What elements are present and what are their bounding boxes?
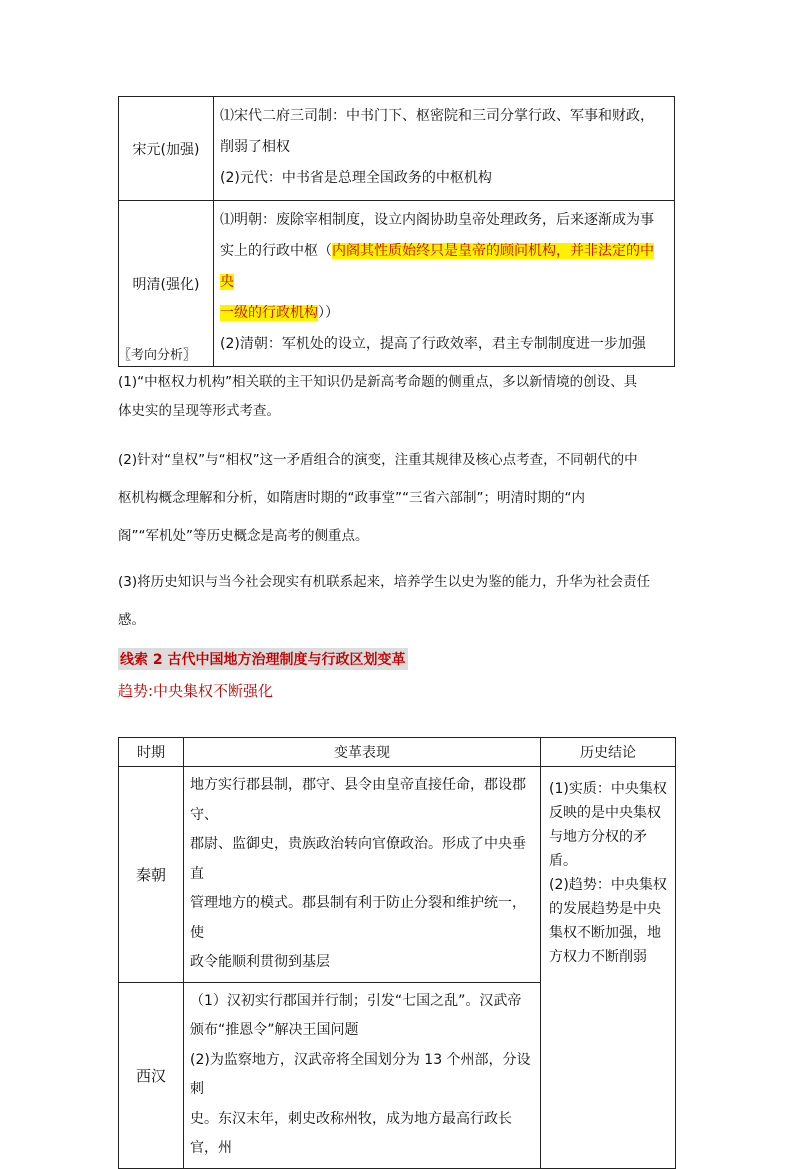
text-line: (2)元代：中书省是总理全国政务的中枢机构 <box>220 170 492 186</box>
text-line: 体史实的呈现等形式考查。 <box>118 403 280 419</box>
table-row <box>119 97 675 201</box>
paragraph <box>118 441 678 555</box>
content-cell <box>184 982 541 1168</box>
thread-heading: 线索 2 古代中国地方治理制度与行政区划变革 <box>118 648 408 670</box>
text-line: (1)实质：中央集权 <box>549 781 667 797</box>
text-span: 实上的行政中枢（ <box>220 243 332 259</box>
conclusion-cell <box>541 767 676 1169</box>
text-line: (2)针对“皇权”与“相权”这一矛盾组合的演变，注重其规律及核心点考查，不同朝代的中 <box>118 452 638 468</box>
section-heading: 〖考向分析〗 <box>118 348 197 363</box>
content-cell <box>214 97 675 201</box>
period-cell: 秦朝 <box>119 767 184 983</box>
text-line: 集权不断加强，地 <box>549 925 661 941</box>
content-cell <box>184 767 541 983</box>
column-header: 历史结论 <box>541 738 676 767</box>
period-cell: 明清(强化) <box>119 201 214 367</box>
text-line: （1）汉初实行郡国并行制；引发“七国之乱”。汉武帝 <box>190 992 522 1009</box>
paragraph <box>118 563 678 639</box>
period-cell: 西汉 <box>119 982 184 1168</box>
text-line <box>220 298 666 329</box>
text-line: 与地方分权的矛 <box>549 829 647 845</box>
paragraph <box>118 368 678 426</box>
text-line: 枢机构概念理解和分析，如隋唐时期的“政事堂”“三省六部制”；明清时期的“内 <box>118 490 585 506</box>
text-line: 史。东汉末年，刺史改称州牧，成为地方最高行政长官，州 <box>190 1110 512 1156</box>
institution-table <box>118 96 675 367</box>
text-line: 盾。 <box>549 853 577 869</box>
text-line: 削弱了相权 <box>220 139 290 155</box>
column-header: 变革表现 <box>184 738 541 767</box>
table-row <box>119 201 675 367</box>
highlighted-text: 内阁其性质始终只是皇帝的顾问机构，并非法定的中央 <box>220 243 654 290</box>
text-span: ）） <box>318 305 339 321</box>
trend-text: 趋势:中央集权不断强化 <box>118 682 274 700</box>
text-line <box>220 236 666 298</box>
text-line: (1)“中枢权力机构”相关联的主干知识仍是新高考命题的侧重点，多以新情境的创设、具 <box>118 374 638 390</box>
text-line: (3)将历史知识与当今社会现实有机联系起来，培养学生以史为鉴的能力，升华为社会责任 <box>118 574 651 590</box>
text-line: 方权力不断削弱 <box>549 949 647 965</box>
highlighted-text: 一级的行政机构 <box>220 305 318 321</box>
text-line: 反映的是中央集权 <box>549 805 661 821</box>
table-header-row <box>119 738 676 767</box>
text-line: (2)清朝：军机处的设立，提高了行政效率，君主专制制度进一步加强 <box>220 336 646 352</box>
table-row <box>119 767 676 983</box>
text-line: 地方实行郡县制，郡守、县令由皇帝直接任命，郡设郡守、 <box>190 777 526 823</box>
local-governance-table <box>118 737 676 1169</box>
text-line: 政令能顺利贯彻到基层 <box>190 954 330 970</box>
text-line: (2)为监察地方，汉武帝将全国划分为 13 个州部，分设刺 <box>190 1051 531 1097</box>
period-cell: 宋元(加强) <box>119 97 214 201</box>
content-cell <box>214 201 675 367</box>
text-line: ⑴宋代二府三司制：中书门下、枢密院和三司分掌行政、军事和财政， <box>220 108 654 124</box>
text-line: 管理地方的模式。郡县制有利于防止分裂和维护统一，使 <box>190 895 526 941</box>
text-line: (2)趋势：中央集权 <box>549 877 667 893</box>
text-line: ⑴明朝：废除宰相制度，设立内阁协助皇帝处理政务，后来逐渐成为事 <box>220 212 654 228</box>
text-line: 的发展趋势是中央 <box>549 901 661 917</box>
column-header: 时期 <box>119 738 184 767</box>
text-line: 感。 <box>118 612 145 628</box>
text-line: 郡尉、监御史，贵族政治转向官僚政治。形成了中央垂直 <box>190 836 526 882</box>
text-line: 颁布“推恩令”解决王国问题 <box>190 1022 359 1038</box>
text-line: 阁”“军机处”等历史概念是高考的侧重点。 <box>118 528 369 544</box>
